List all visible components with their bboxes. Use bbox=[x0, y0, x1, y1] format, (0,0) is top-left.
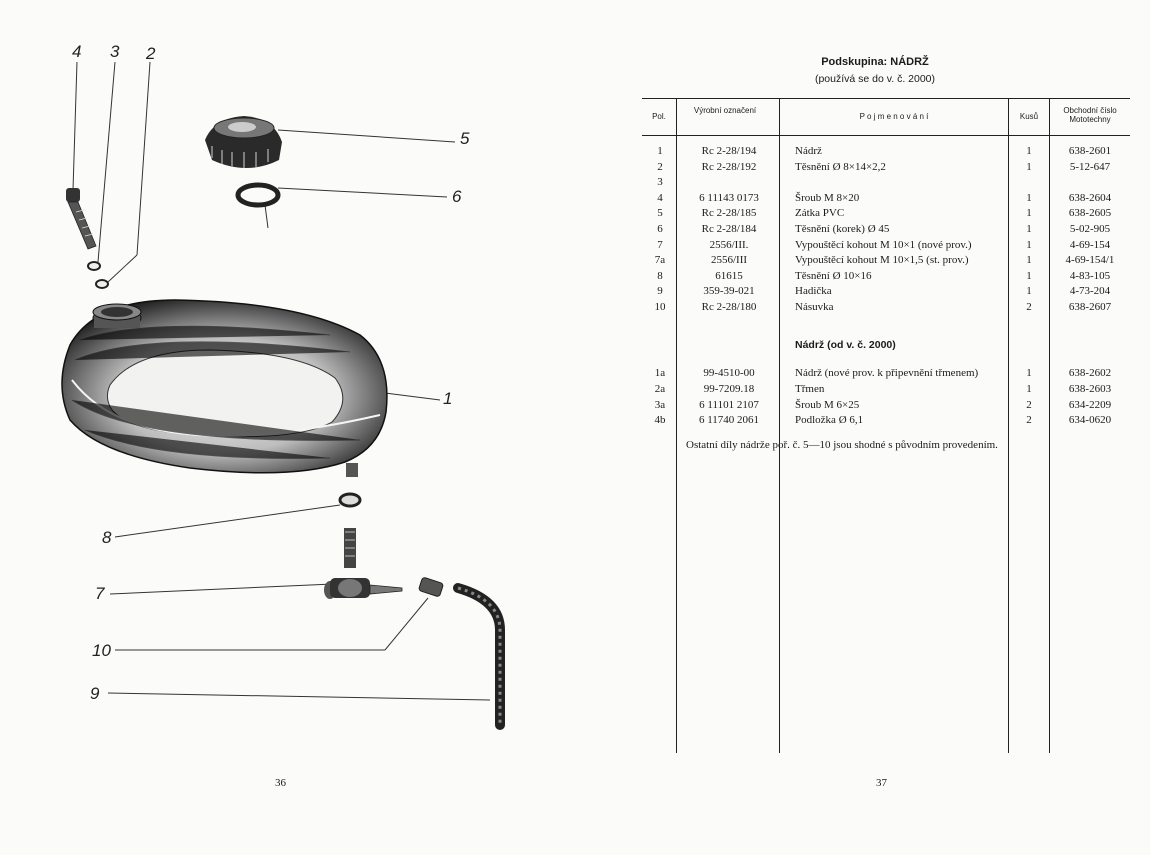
cell-number: 634-0620 bbox=[1068, 414, 1112, 427]
cell-code: Rc 2-28/185 bbox=[701, 207, 757, 220]
cell-code: Rc 2-28/192 bbox=[701, 160, 757, 173]
cell-number: 5-02-905 bbox=[1069, 223, 1111, 235]
cell-qty: 1 bbox=[1026, 367, 1032, 379]
cell-qty: 1 bbox=[1026, 223, 1032, 235]
callout-7: 7 bbox=[95, 584, 105, 603]
cell-name: Těsnění Ø 8×14×2,2 bbox=[795, 160, 886, 173]
table-note: Ostatní díly nádrže poř. č. 5—10 jsou shodné s původním provedením. bbox=[686, 439, 998, 451]
hose-part-9 bbox=[458, 588, 500, 725]
cell-code: 6 11740 2061 bbox=[698, 414, 760, 427]
cell-pol: 4b bbox=[654, 414, 666, 427]
cell-name: Hadička bbox=[795, 285, 832, 298]
sleeve-part-10 bbox=[418, 577, 443, 597]
cell-name: Násuvka bbox=[795, 301, 834, 313]
cell-name: Třmen bbox=[795, 382, 825, 395]
callout-9: 9 bbox=[90, 684, 100, 703]
washer-part-2 bbox=[96, 280, 108, 288]
callout-1: 1 bbox=[443, 389, 453, 408]
cell-qty: 1 bbox=[1026, 238, 1032, 251]
callout-8: 8 bbox=[102, 528, 112, 547]
cell-name: Vypouštěcí kohout M 10×1 (nové prov.) bbox=[795, 238, 972, 251]
cell-qty: 1 bbox=[1026, 160, 1032, 173]
cell-qty: 1 bbox=[1026, 145, 1032, 157]
section2-title: Nádrž (od v. č. 2000) bbox=[795, 339, 896, 351]
cell-number: 4-69-154/1 bbox=[1065, 254, 1115, 267]
cell-code: 2556/III. bbox=[709, 238, 749, 251]
cell-pol: 9 bbox=[657, 285, 663, 298]
cell-qty: 1 bbox=[1026, 269, 1032, 282]
fuel-tank-part-1 bbox=[62, 300, 387, 477]
cell-code: 6 11101 2107 bbox=[699, 398, 759, 411]
filler-cap-part-5 bbox=[205, 116, 282, 168]
callout-2: 2 bbox=[146, 44, 156, 63]
cell-name: Těsnění (korek) Ø 45 bbox=[795, 223, 890, 235]
cell-name: Šroub M 8×20 bbox=[795, 191, 860, 204]
cell-name: Těsnění Ø 10×16 bbox=[795, 269, 872, 282]
cell-code: 6 11143 0173 bbox=[699, 191, 759, 204]
callout-10: 10 bbox=[92, 641, 111, 660]
cell-code: 2556/III bbox=[710, 254, 748, 267]
cell-pol: 7 bbox=[657, 238, 663, 251]
cell-name: Zátka PVC bbox=[795, 207, 845, 220]
callout-4: 4 bbox=[72, 42, 82, 61]
cell-code: 359-39-021 bbox=[703, 285, 755, 298]
cell-qty: 2 bbox=[1026, 414, 1032, 427]
cell-pol: 3 bbox=[657, 176, 663, 189]
cell-name: Šroub M 6×25 bbox=[795, 398, 860, 411]
cell-name: Vypouštěcí kohout M 10×1,5 (st. prov.) bbox=[795, 254, 969, 267]
cell-code: Rc 2-28/180 bbox=[701, 301, 757, 313]
cell-number: 4-69-154 bbox=[1069, 238, 1111, 251]
cell-code: Rc 2-28/184 bbox=[701, 223, 757, 235]
section-title: Podskupina: NÁDRŽ bbox=[821, 56, 929, 68]
cell-pol: 1a bbox=[654, 367, 666, 379]
callout-3: 3 bbox=[110, 42, 120, 61]
cell-qty: 2 bbox=[1026, 301, 1032, 313]
cell-number: 638-2602 bbox=[1068, 367, 1112, 379]
bolt-part-4 bbox=[66, 188, 96, 249]
cell-pol: 10 bbox=[654, 301, 666, 313]
cell-pol: 2a bbox=[654, 382, 666, 395]
callout-6: 6 bbox=[452, 187, 462, 206]
cell-number: 4-83-105 bbox=[1069, 269, 1111, 282]
cell-qty: 1 bbox=[1026, 207, 1032, 220]
col-header-qty: Kusů bbox=[1019, 112, 1039, 121]
col-header-number: Obchodní číslo Mototechny bbox=[1063, 106, 1117, 124]
col-header-pol: Pol. bbox=[652, 112, 666, 121]
cell-number: 638-2605 bbox=[1068, 207, 1112, 220]
cell-pol: 2 bbox=[657, 160, 663, 173]
cell-name: Podložka Ø 6,1 bbox=[795, 414, 864, 427]
cell-pol: 5 bbox=[657, 207, 663, 220]
cell-pol: 6 bbox=[657, 223, 663, 235]
page-number-left: 36 bbox=[275, 777, 286, 789]
cell-pol: 4 bbox=[657, 191, 663, 204]
cell-qty: 1 bbox=[1026, 285, 1032, 298]
cell-pol: 7a bbox=[654, 254, 666, 267]
col-header-code: Výrobní označení bbox=[693, 106, 757, 115]
cell-qty: 1 bbox=[1026, 382, 1032, 395]
cell-pol: 3a bbox=[654, 398, 666, 411]
cell-number: 4-73-204 bbox=[1069, 285, 1111, 298]
washer-part-8 bbox=[340, 494, 360, 506]
cell-code: 99-7209.18 bbox=[703, 382, 755, 395]
cell-code: Rc 2-28/194 bbox=[701, 145, 757, 157]
cell-number: 634-2209 bbox=[1068, 398, 1112, 411]
section-subtitle: (používá se do v. č. 2000) bbox=[814, 73, 936, 85]
cell-number: 638-2607 bbox=[1068, 301, 1112, 313]
cell-number: 5-12-647 bbox=[1069, 160, 1111, 173]
drain-tap-part-7 bbox=[324, 528, 402, 599]
gasket-part-6 bbox=[238, 185, 278, 205]
cell-number: 638-2603 bbox=[1068, 382, 1112, 395]
cell-pol: 8 bbox=[657, 269, 663, 282]
cell-qty: 1 bbox=[1026, 191, 1032, 204]
callout-5: 5 bbox=[460, 129, 470, 148]
cell-qty: 2 bbox=[1026, 398, 1032, 411]
cell-qty: 1 bbox=[1026, 254, 1032, 267]
col-header-name: P o j m e n o v á n í bbox=[859, 112, 929, 121]
cell-number: 638-2601 bbox=[1068, 145, 1112, 157]
washer-part-3 bbox=[88, 262, 100, 270]
cell-name: Nádrž (nové prov. k připevnění třmenem) bbox=[795, 367, 979, 379]
cell-code: 99-4510-00 bbox=[703, 367, 755, 379]
cell-number: 638-2604 bbox=[1068, 191, 1112, 204]
cell-code: 61615 bbox=[715, 269, 743, 282]
cell-pol: 1 bbox=[657, 145, 663, 157]
page-number-right: 37 bbox=[876, 777, 887, 789]
cell-name: Nádrž bbox=[795, 145, 822, 157]
